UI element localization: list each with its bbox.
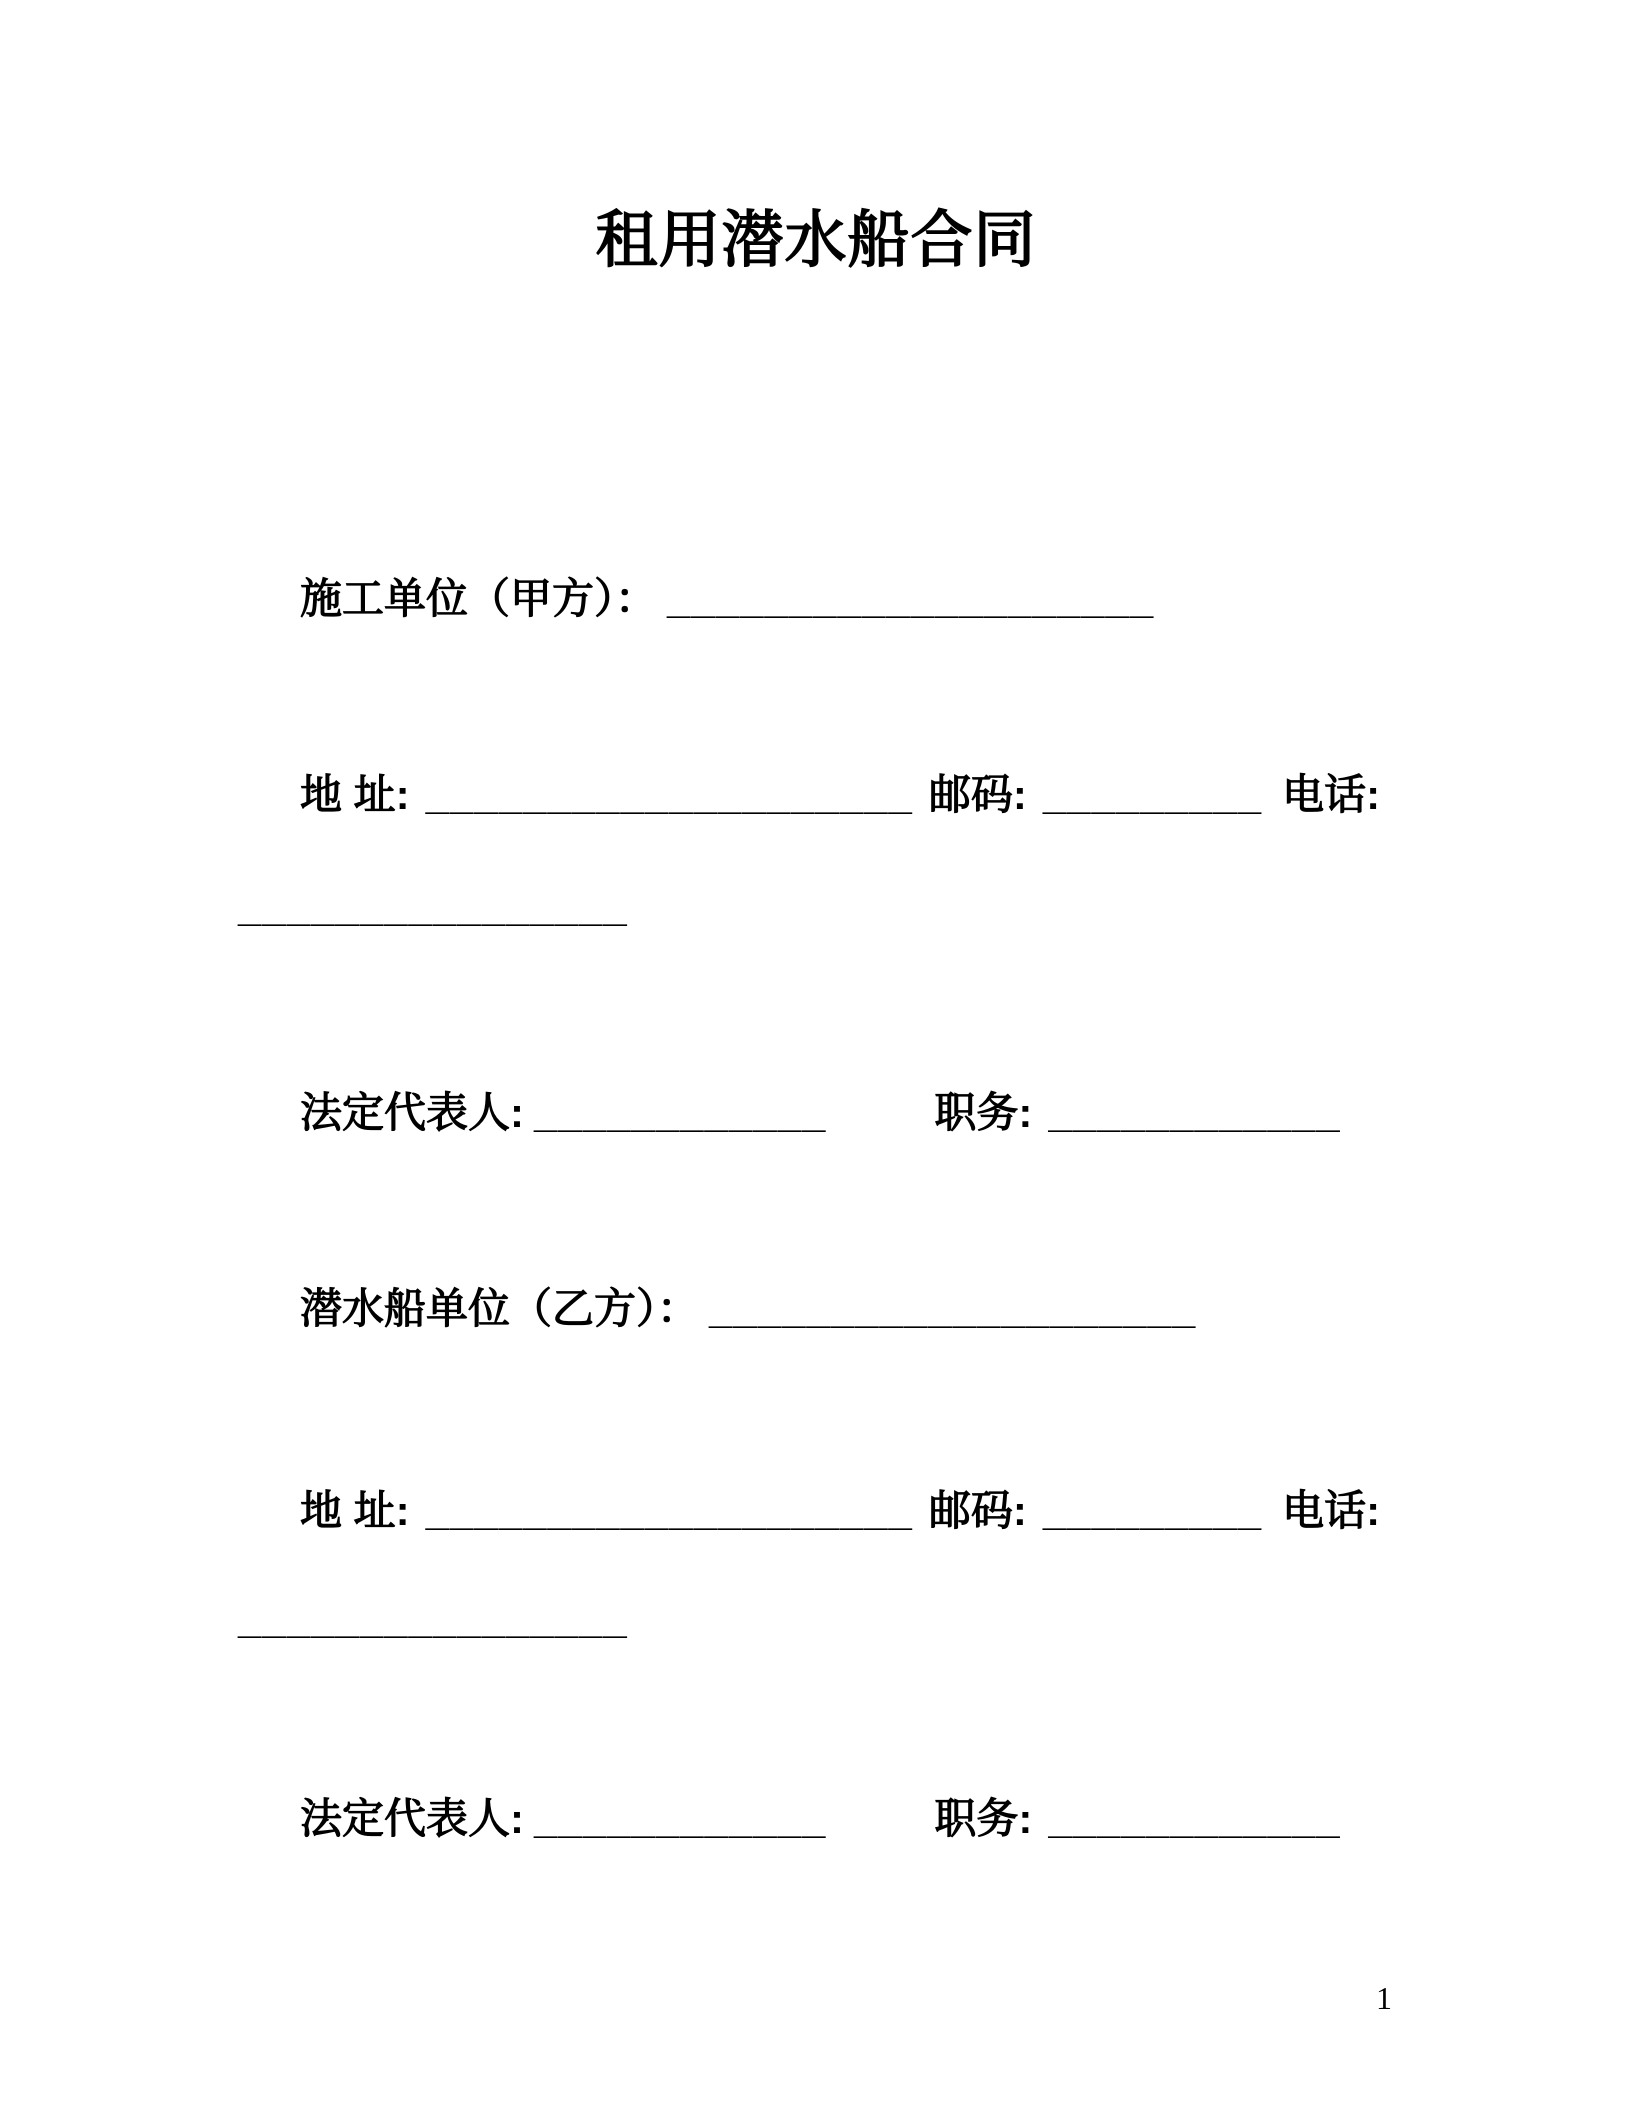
zip-b-blank-field: _________ bbox=[1042, 1487, 1263, 1534]
party-b-label: 潜水船单位（乙方）： bbox=[300, 1285, 700, 1332]
duty-b-blank-field: ____________ bbox=[1048, 1795, 1341, 1842]
duty-b-label: 职务: bbox=[934, 1795, 1033, 1842]
document-title: 租用潜水船合同 bbox=[595, 206, 1037, 275]
party-a-label: 施工单位（甲方）： bbox=[300, 575, 658, 622]
party-b-line bbox=[300, 1286, 1196, 1332]
phone-a-blank-line bbox=[238, 884, 628, 930]
phone-b-blank-field: ________________ bbox=[238, 1595, 628, 1642]
page-number: 1 bbox=[1376, 1980, 1392, 2016]
legal-rep-b-line bbox=[300, 1796, 1341, 1842]
address-b-label: 地 址: bbox=[300, 1487, 410, 1534]
legal-rep-a-label: 法定代表人: bbox=[300, 1089, 524, 1136]
phone-a-blank-field: ________________ bbox=[238, 883, 628, 930]
zip-a-blank-field: _________ bbox=[1042, 771, 1263, 818]
duty-a-blank-field: ____________ bbox=[1048, 1089, 1341, 1136]
address-a-line bbox=[300, 772, 1380, 818]
address-a-label: 地 址: bbox=[300, 771, 410, 818]
party-a-line bbox=[300, 576, 1154, 622]
party-a-blank-field: ____________________ bbox=[667, 575, 1155, 622]
party-b-blank-field: ____________________ bbox=[709, 1285, 1197, 1332]
phone-a-label: 电话: bbox=[1282, 771, 1381, 818]
legal-rep-a-line bbox=[300, 1090, 1341, 1136]
legal-rep-b-label: 法定代表人: bbox=[300, 1795, 524, 1842]
zip-b-label: 邮码: bbox=[928, 1487, 1027, 1534]
address-a-blank-field: ____________________ bbox=[425, 771, 913, 818]
address-b-blank-field: ____________________ bbox=[425, 1487, 913, 1534]
phone-b-blank-line bbox=[238, 1596, 628, 1642]
legal-rep-b-blank-field: ____________ bbox=[534, 1795, 827, 1842]
duty-a-label: 职务: bbox=[934, 1089, 1033, 1136]
zip-a-label: 邮码: bbox=[928, 771, 1027, 818]
legal-rep-a-blank-field: ____________ bbox=[534, 1089, 827, 1136]
phone-b-label: 电话: bbox=[1282, 1487, 1381, 1534]
address-b-line bbox=[300, 1488, 1380, 1534]
